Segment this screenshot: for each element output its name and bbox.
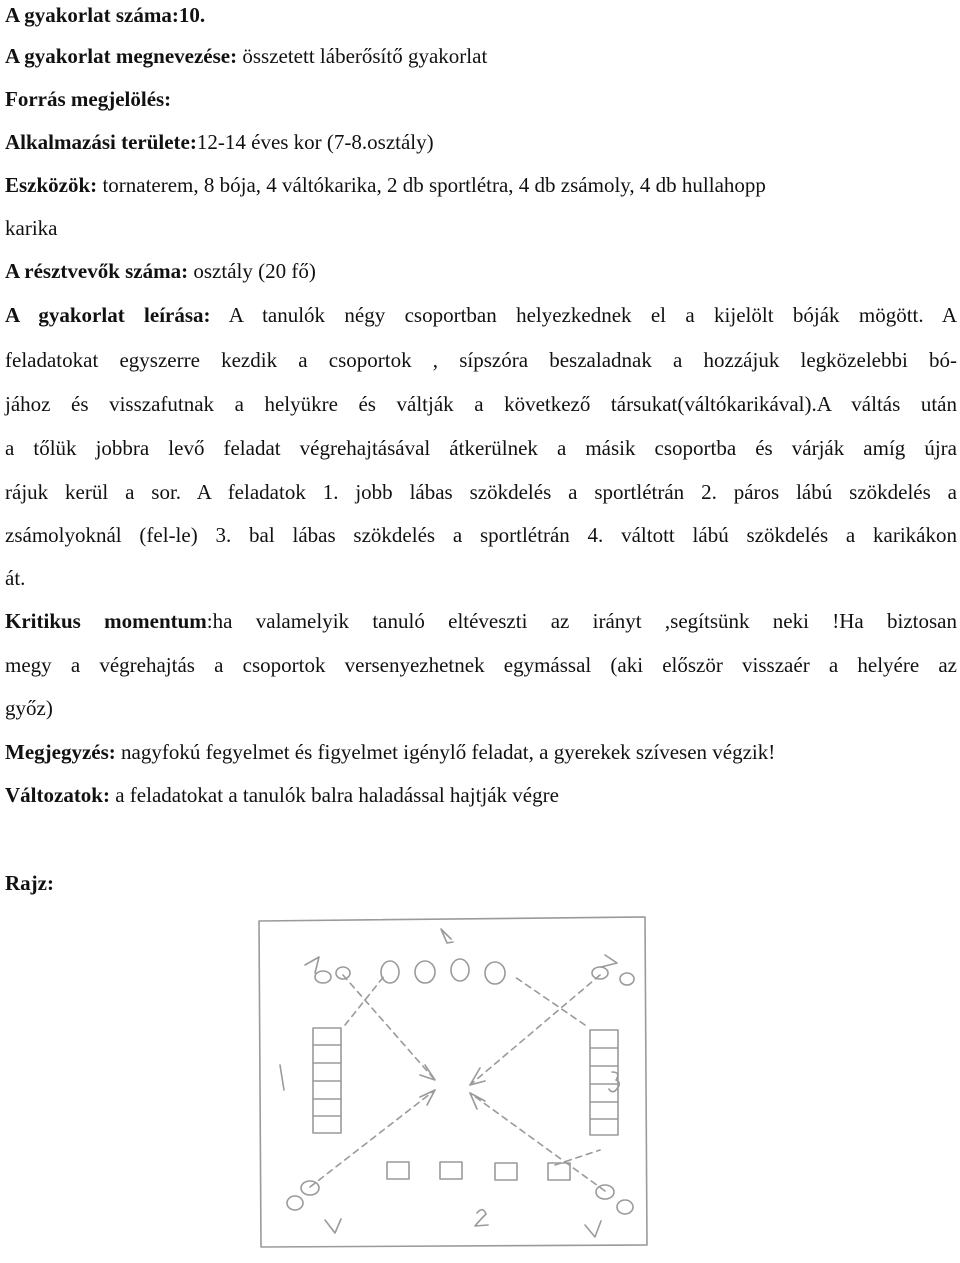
relay-ring xyxy=(592,967,608,979)
critical-line-3: győz) xyxy=(5,696,53,720)
hoop xyxy=(596,1185,614,1199)
variants-value: a feladatokat a tanulók balra haladással hajtják végre xyxy=(109,783,559,807)
note-value: nagyfokú fegyelmet és figyelmet igénylő feladat, a gyerekek szívesen végzik! xyxy=(115,740,776,764)
relay-ring xyxy=(315,971,331,983)
cone xyxy=(415,961,435,983)
critical-line-2: megy a végrehajtás a csoportok versenyezhetnek egymással (aki először visszaér a helyére az xyxy=(5,653,957,677)
ladder-left xyxy=(313,1028,341,1133)
ladder-right xyxy=(590,1030,618,1135)
description-label: A gyakorlat leírása: xyxy=(5,303,211,327)
participants-label: A résztvevők száma: xyxy=(5,259,189,283)
description-line-4: a tőlük jobbra levő feladat végrehajtásával átkerülnek a másik csoportba és várják amíg újra xyxy=(5,436,957,460)
hoop xyxy=(617,1200,633,1214)
description-line-2: feladatokat egyszerre kezdik a csoportok , sípszóra beszaladnak a hozzájuk legközelebbi bó- xyxy=(5,348,957,372)
description-line-5: rájuk kerül a sor. A feladatok 1. jobb lábas szökdelés a sportlétrán 2. páros lábú szökdelés a xyxy=(5,480,957,504)
hoop xyxy=(301,1181,319,1195)
exercise-name xyxy=(5,46,487,67)
tools xyxy=(5,175,766,196)
description-line-6: zsámolyoknál (fel-le) 3. bal lábas szökdelés a sportlétrán 4. váltott lábú szökdelés a karikákon xyxy=(5,523,957,547)
variants-label: Változatok: xyxy=(5,783,110,807)
exercise-number: A gyakorlat száma:10. xyxy=(5,3,206,27)
description-line-7: át. xyxy=(5,566,26,590)
relay-ring xyxy=(336,967,350,979)
drawing-label: Rajz: xyxy=(5,871,54,895)
application-area-label: Alkalmazási területe: xyxy=(5,130,197,154)
critical-line-1 xyxy=(5,611,957,632)
hand-drawn-diagram xyxy=(255,915,650,1250)
description-line-3: jához és visszafutnak a helyükre és váltják a következő társukat(váltókarikával).A váltás után xyxy=(5,392,957,416)
variants xyxy=(5,785,559,806)
tools-label: Eszközök: xyxy=(5,173,98,197)
bench xyxy=(495,1163,517,1180)
cone xyxy=(381,961,399,983)
cone xyxy=(485,962,505,984)
label-2-mark xyxy=(475,1210,488,1226)
cone xyxy=(451,959,469,981)
label-3-mark xyxy=(609,1072,619,1092)
application-area-value: 12-14 éves kor (7-8.osztály) xyxy=(196,130,434,154)
bench xyxy=(548,1163,570,1180)
description-line-1 xyxy=(5,305,957,326)
relay-ring xyxy=(620,973,634,985)
critical-label: Kritikus momentum xyxy=(5,609,207,633)
tools-continued: karika xyxy=(5,216,58,240)
bench xyxy=(387,1162,409,1179)
note-label: Megjegyzés: xyxy=(5,740,116,764)
label-1-mark xyxy=(280,1065,284,1090)
label-4-mark xyxy=(441,929,453,943)
tools-value: tornaterem, 8 bója, 4 váltókarika, 2 db sportlétra, 4 db zsámoly, 4 db hullahopp xyxy=(97,173,766,197)
exercise-name-value: összetett láberősítő gyakorlat xyxy=(237,44,488,68)
exercise-name-label: A gyakorlat megnevezése: xyxy=(5,44,238,68)
application-area xyxy=(5,132,434,153)
bench xyxy=(440,1162,462,1179)
hoop xyxy=(287,1196,303,1210)
description-text-1: A tanulók négy csoportban helyezkednek el a kijelölt bóják mögött. A xyxy=(210,303,957,327)
source-label: Forrás megjelölés: xyxy=(5,87,172,111)
participants xyxy=(5,261,316,282)
note xyxy=(5,742,775,763)
movement-paths xyxy=(310,975,605,1191)
critical-text-1: :ha valamelyik tanuló eltéveszti az irányt ,segítsünk neki !Ha biztosan xyxy=(206,609,957,633)
participants-value: osztály (20 fő) xyxy=(188,259,316,283)
